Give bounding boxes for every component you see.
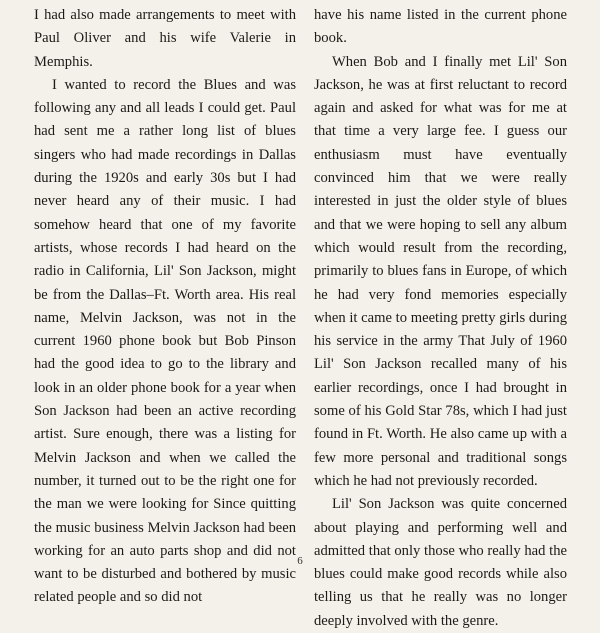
paragraph-met-jackson: When Bob and I finally met Lil' Son Jackson, he was at first reluctant to record again and asked for what was for me at that time a very large fee. I guess our enthusiasm must have eventually convinced him that we were really interested in just the older style of blues and that we were hoping to sell any album which would result from the recording, primarily to blues fans in Europe, of which he had very fond memories especially when it came to meeting pretty girls during his service in the army That July of 1960 Lil' Son Jackson recalled many of his earlier recordings, once I had brought in some of his Gold Star 78s, which I had just found in Ft. Worth. He also came up with a few more personal and traditional songs which he had not previously recorded. (314, 53, 567, 489)
left-text-column (34, 4, 296, 610)
paragraph-record-blues: I wanted to record the Blues and was following any and all leads I could get. Paul had sent me a rather long list of blues singers who had made recordings in Dallas during the 1920s and early 30s but I had never heard any of their music. I had somehow heard that one of my favorite artists, whose records I had heard on the radio in California, Lil' Son Jackson, might be from the Dallas–Ft. Worth area. His real name, Melvin Jackson, was not in the current 1960 phone book but Bob Pinson had the good idea to go to the library and look in an older phone book for a year when Son Jackson had been an active recording artist. Sure enough, there was a listing for Melvin Jackson and when we called the number, it turned out to be the right one for the man we were looking for Since quitting the music business Melvin Jackson had been working for an auto parts shop and did not want to be disturbed and bothered by music related people and so did not (34, 76, 296, 606)
paragraph-arrangements: I had also made arrangements to meet with Paul Oliver and his wife Valerie in Memphis. (34, 7, 296, 70)
paragraph-concerned: Lil' Son Jackson was quite concerned about playing and performing well and admitted that only those who really had the blues could make good records while also telling us that he really was no longer deeply involved with the genre. (314, 496, 567, 629)
right-text-column (314, 4, 567, 633)
page-number: 6 (297, 555, 303, 567)
paragraph-continuation: have his name listed in the current phone book. (314, 7, 567, 47)
